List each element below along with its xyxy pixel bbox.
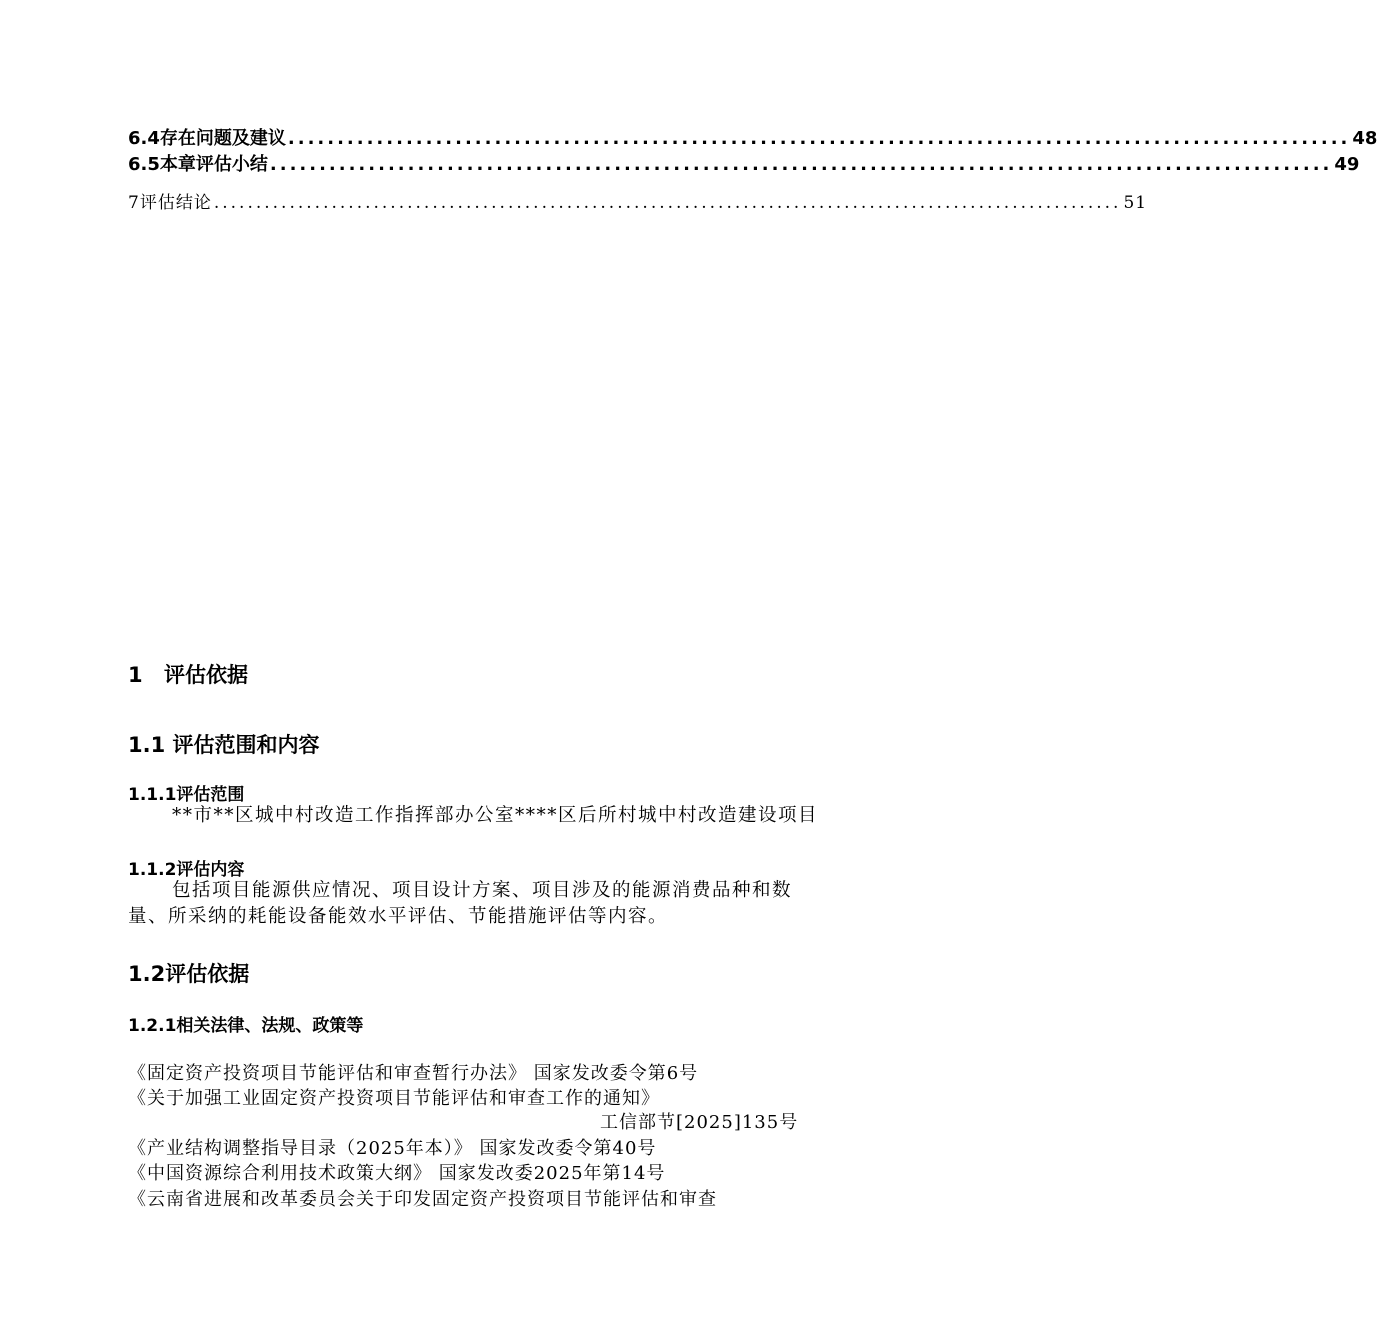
section-heading-1 [128,659,248,689]
toc-entry-6-4[interactable] [128,124,1377,150]
section-heading-1-1-1: 1.1.1评估范围 [128,785,245,805]
section-title: 评估依据 [164,663,248,687]
paragraph-scope: **市**区城中村改造工作指挥部办公室****区后所村城中村改造建设项目 [172,805,819,826]
toc-page-number: 51 [1123,193,1148,213]
toc-entry-6-5[interactable] [128,150,1360,176]
reference-line: 工信部节[2025]135号 [600,1112,799,1133]
toc-page-number: 48 [1352,128,1377,149]
reference-line: 《云南省进展和改革委员会关于印发固定资产投资项目节能评估和审查 [128,1189,717,1210]
toc-title: 6.5本章评估小结 [128,154,268,175]
reference-line: 《产业结构调整指导目录（2025年本）》 国家发改委令第40号 [128,1138,657,1159]
toc-leader: ............................................................................................................ [269,154,1333,175]
section-heading-1-2-1: 1.2.1相关法律、法规、政策等 [128,1016,364,1036]
toc-leader: ............................................................................................................ [213,193,1122,213]
section-heading-1-2: 1.2评估依据 [128,962,250,986]
reference-line: 《中国资源综合利用技术政策大纲》 国家发改委2025年第14号 [128,1163,666,1184]
reference-line: 《固定资产投资项目节能评估和审查暂行办法》 国家发改委令第6号 [128,1063,699,1084]
reference-line: 《关于加强工业固定资产投资项目节能评估和审查工作的通知》 [128,1088,660,1109]
toc-leader: ............................................................................................................ [287,128,1351,149]
paragraph-content: 包括项目能源供应情况、项目设计方案、项目涉及的能源消费品种和数量、所采纳的耗能设备能效水平评估、节能措施评估等内容。 [128,880,793,927]
section-heading-1-1: 1.1 评估范围和内容 [128,733,320,757]
toc-title: 7评估结论 [128,193,212,213]
toc-entry-7[interactable] [128,188,1148,213]
toc-page-number: 49 [1334,154,1360,175]
section-heading-1-1-2: 1.1.2评估内容 [128,860,245,880]
section-number: 1 [128,663,143,687]
toc-title: 6.4存在问题及建议 [128,128,286,149]
